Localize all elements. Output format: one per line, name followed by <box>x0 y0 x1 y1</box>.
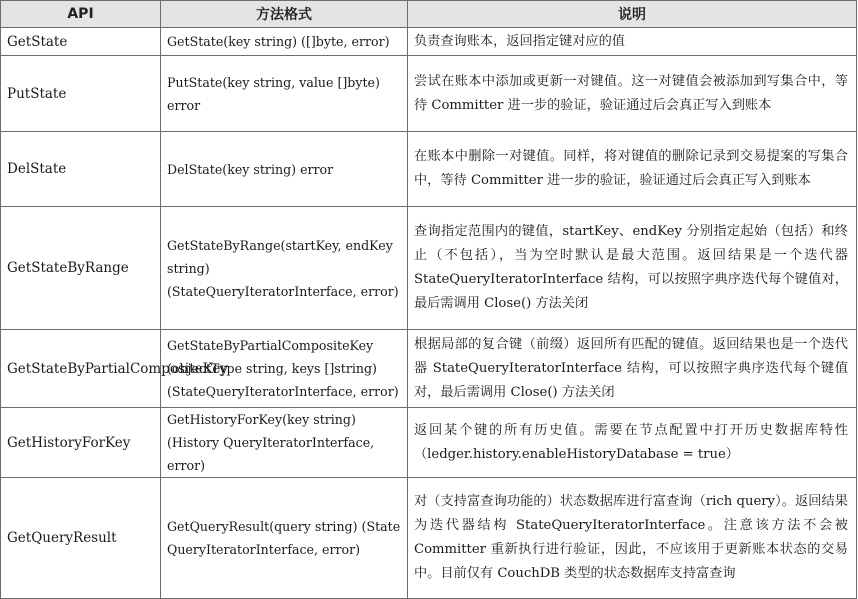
description-cell: 尝试在账本中添加或更新一对键值。这一对键值会被添加到写集合中，等待 Committer 进一步的验证，验证通过后会真正写入到账本 <box>408 56 857 132</box>
description-cell: 根据局部的复合键（前缀）返回所有匹配的键值。返回结果也是一个迭代器 StateQueryIteratorInterface 结构，可以按照字典序迭代每个键值对，最后需调用 Close() 方法关闭 <box>408 330 857 408</box>
table-row <box>1 478 857 599</box>
description-cell: 对（支持富查询功能的）状态数据库进行富查询（rich query）。返回结果为迭代器结构 StateQueryIteratorInterface。注意该方法不会被 Committer 重新执行进行验证，因此，不应该用于更新账本状态的交易中。目前仅有 CouchDB 类型的状态数据库支持富查询 <box>408 478 857 599</box>
description-cell: 在账本中删除一对键值。同样，将对键值的删除记录到交易提案的写集合中，等待 Committer 进一步的验证，验证通过后会真正写入到账本 <box>408 132 857 207</box>
format-cell: DelState(key string) error <box>161 132 408 207</box>
format-cell: GetState(key string) ([]byte, error) <box>161 28 408 56</box>
header-format: 方法格式 <box>161 1 408 28</box>
table-row <box>1 132 857 207</box>
format-cell: GetStateByRange(startKey, endKey string) (StateQueryIteratorInterface, error) <box>161 207 408 330</box>
api-cell: GetStateByPartialCompositeKey <box>1 330 161 408</box>
api-cell: GetStateByRange <box>1 207 161 330</box>
table-row <box>1 408 857 478</box>
format-cell: GetQueryResult(query string) (State QueryIteratorInterface, error) <box>161 478 408 599</box>
format-cell: PutState(key string, value []byte) error <box>161 56 408 132</box>
table-row <box>1 207 857 330</box>
api-cell: PutState <box>1 56 161 132</box>
header-description: 说明 <box>408 1 857 28</box>
table-row <box>1 28 857 56</box>
format-cell: GetHistoryForKey(key string) (History QueryIteratorInterface, error) <box>161 408 408 478</box>
api-cell: DelState <box>1 132 161 207</box>
description-cell: 查询指定范围内的键值，startKey、endKey 分别指定起始（包括）和终止（不包括），当为空时默认是最大范围。返回结果是一个迭代器 StateQueryIteratorInterface 结构，可以按照字典序迭代每个键值对，最后需调用 Close() 方法关闭 <box>408 207 857 330</box>
format-cell: GetStateByPartialCompositeKey (objectType string, keys []string) (StateQueryIteratorInterface, error) <box>161 330 408 408</box>
api-cell: GetState <box>1 28 161 56</box>
table-row <box>1 330 857 408</box>
table-row <box>1 56 857 132</box>
header-row <box>1 1 857 28</box>
header-api: API <box>1 1 161 28</box>
description-cell: 负责查询账本，返回指定键对应的值 <box>408 28 857 56</box>
api-cell: GetHistoryForKey <box>1 408 161 478</box>
api-cell: GetQueryResult <box>1 478 161 599</box>
description-cell: 返回某个键的所有历史值。需要在节点配置中打开历史数据库特性（ledger.history.enableHistoryDatabase = true） <box>408 408 857 478</box>
